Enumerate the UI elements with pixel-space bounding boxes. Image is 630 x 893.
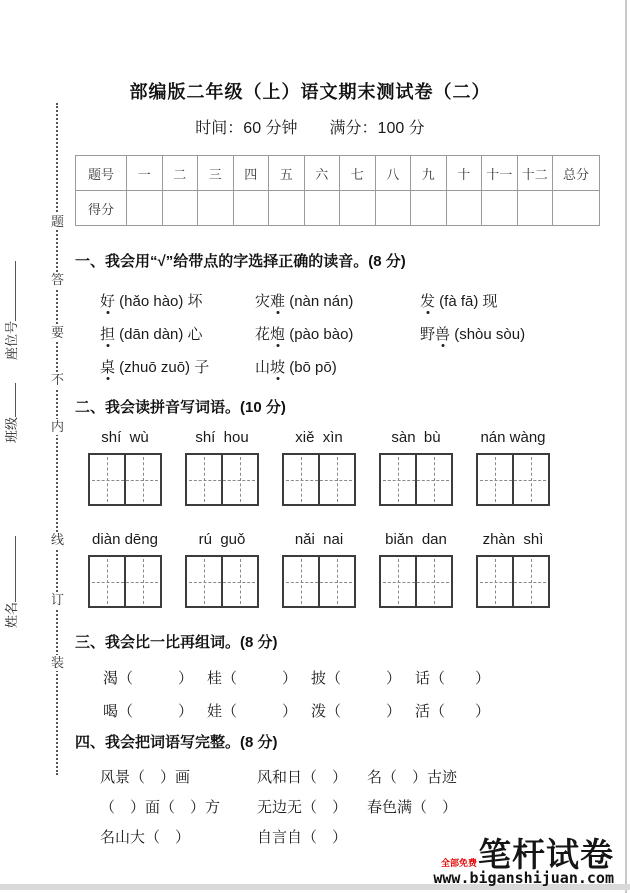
complete-word-item: （ ）面（ ）方 (100, 798, 221, 816)
binding-line-char: 不 (50, 372, 64, 387)
writing-grid (379, 555, 453, 608)
score-table-question-col: 五 (269, 156, 305, 191)
writing-grid (282, 555, 356, 608)
score-empty-cell (269, 191, 305, 226)
writing-grid-cell (284, 455, 318, 504)
section-2-items (75, 428, 608, 608)
margin-field-label: 座位号 (4, 320, 19, 360)
binding-line-char: 内 (50, 419, 64, 434)
phrase-text: (shòu sòu) (450, 326, 526, 343)
section-4-heading: 四、我会把词语写完整。(8 分) (75, 734, 278, 751)
compare-word-item: 喝（ ） (103, 703, 194, 720)
writing-grid-cell (124, 455, 160, 504)
complete-word-item: 自言自（ ） (257, 828, 348, 846)
score-table (75, 155, 600, 226)
margin-field-class (2, 383, 20, 443)
score-table-question-col: 十 (446, 156, 482, 191)
margin-field-name (2, 536, 20, 628)
dotted-char: 兽 (435, 323, 450, 344)
reading-choice-item (100, 356, 255, 377)
writing-grid-cell (318, 455, 354, 504)
margin-field-label: 班级 (4, 416, 19, 443)
complete-word-row (75, 791, 608, 821)
complete-word-item: 风和日（ ） (257, 768, 348, 786)
reading-choice-item (420, 323, 608, 344)
phrase-text: 花 (255, 326, 271, 343)
score-empty-cell (553, 191, 600, 226)
writing-grid-cell (478, 455, 512, 504)
complete-word-item: 风景（ ）画 (100, 768, 191, 786)
score-table-question-col: 九 (411, 156, 447, 191)
score-table-question-col: 六 (304, 156, 340, 191)
pinyin-word-block (185, 428, 259, 506)
pinyin-label: nán wàng (480, 429, 546, 446)
watermark-logo (433, 838, 614, 887)
writing-grid-cell (187, 557, 221, 606)
writing-grid-cell (478, 557, 512, 606)
pinyin-word-row (88, 428, 608, 506)
score-table-question-col: 十二 (517, 156, 553, 191)
score-empty-cell (162, 191, 198, 226)
writing-grid-cell (415, 455, 451, 504)
score-table-score-row (76, 191, 600, 226)
phrase-text: 野 (420, 326, 436, 343)
score-row-label: 得分 (76, 191, 127, 226)
score-table-header-row (76, 156, 600, 191)
pinyin-word-block (88, 530, 162, 608)
binding-line-char: 要 (50, 325, 64, 340)
section-pinyin-writing (75, 398, 608, 608)
score-empty-cell (304, 191, 340, 226)
pinyin-word-block (476, 428, 550, 506)
section-3-heading: 三、我会比一比再组词。(8 分) (75, 634, 278, 651)
writing-grid-cell (221, 455, 257, 504)
dotted-char: 好 (100, 290, 115, 311)
pinyin-word-block (379, 530, 453, 608)
section-1-heading: 一、我会用“√”给带点的字选择正确的读音。(8 分) (75, 253, 406, 270)
section-3-items (75, 661, 608, 727)
reading-choice-row (75, 317, 608, 350)
margin-field-label: 姓名 (4, 601, 19, 628)
compare-word-row (75, 661, 608, 694)
pinyin-label: shí hou (195, 429, 249, 446)
writing-grid-cell (318, 557, 354, 606)
logo-brand: 笔杆试卷 (478, 836, 614, 873)
writing-grid-cell (415, 557, 451, 606)
reading-choice-row (75, 284, 608, 317)
pinyin-word-block (476, 530, 550, 608)
writing-grid-cell (187, 455, 221, 504)
compare-word-item: 桂（ ） (207, 670, 298, 687)
score-empty-cell (233, 191, 269, 226)
compare-word-item: 话（ ） (415, 670, 491, 687)
score-table-question-col: 一 (127, 156, 163, 191)
binding-line-char: 订 (50, 592, 64, 607)
phrase-text: 山 (255, 359, 271, 376)
score-empty-cell (375, 191, 411, 226)
pinyin-word-row (88, 530, 608, 608)
pinyin-word-block (185, 530, 259, 608)
section-complete-words (75, 733, 608, 851)
complete-word-item: 名山大（ ） (100, 828, 191, 846)
writing-grid-cell (124, 557, 160, 606)
section-2-heading: 二、我会读拼音写词语。(10 分) (75, 399, 286, 416)
compare-word-item: 活（ ） (415, 703, 491, 720)
pinyin-label: xiě xìn (295, 429, 343, 446)
pinyin-label: shí wù (101, 429, 149, 446)
writing-grid (88, 555, 162, 608)
score-table-question-col: 十一 (482, 156, 518, 191)
pinyin-label: rú guǒ (198, 531, 246, 548)
complete-word-item: 春色满（ ） (367, 798, 458, 816)
binding-line-char: 题 (50, 214, 64, 229)
score-empty-cell (198, 191, 234, 226)
reading-choice-row (75, 350, 608, 383)
paper-subtitle: 时间：60 分钟 满分：100 分 (195, 120, 425, 137)
reading-choice-item (420, 290, 608, 311)
writing-grid (379, 453, 453, 506)
dotted-char: 担 (100, 323, 115, 344)
dotted-char: 桌 (100, 356, 115, 377)
paper-title: 部编版二年级（上）语文期末测试卷（二） (129, 82, 491, 102)
compare-word-item: 渴（ ） (103, 670, 194, 687)
score-empty-cell (517, 191, 553, 226)
writing-grid (476, 453, 550, 506)
compare-word-item: 泼（ ） (311, 703, 402, 720)
score-table-question-col: 二 (162, 156, 198, 191)
pinyin-label: zhàn shì (482, 531, 544, 548)
pinyin-word-block (88, 428, 162, 506)
dotted-char: 炮 (270, 323, 285, 344)
score-table-question-col: 四 (233, 156, 269, 191)
compare-word-item: 娃（ ） (207, 703, 298, 720)
score-table-question-col: 七 (340, 156, 376, 191)
complete-word-row (75, 761, 608, 791)
writing-grid (185, 555, 259, 608)
complete-word-item: 无边无（ ） (257, 798, 348, 816)
writing-grid (476, 555, 550, 608)
section-compare-words (75, 633, 608, 727)
pinyin-word-block (379, 428, 453, 506)
reading-choice-item (255, 323, 420, 344)
writing-grid (185, 453, 259, 506)
margin-field-blank (2, 383, 16, 417)
pinyin-word-block (282, 428, 356, 506)
writing-grid-cell (221, 557, 257, 606)
pinyin-label: nǎi nai (294, 531, 344, 548)
phrase-text: (fà fā) 现 (435, 293, 498, 310)
pinyin-label: sàn bù (391, 429, 441, 446)
score-table-question-col: 总分 (553, 156, 600, 191)
reading-choice-item (100, 323, 255, 344)
writing-grid-cell (284, 557, 318, 606)
phrase-text: (zhuō zuō) 子 (115, 359, 210, 376)
score-empty-cell (127, 191, 163, 226)
dotted-char: 难 (270, 290, 285, 311)
score-table-question-col: 三 (198, 156, 234, 191)
writing-grid (282, 453, 356, 506)
binding-line-char: 线 (50, 532, 64, 547)
writing-grid-cell (90, 455, 124, 504)
writing-grid-cell (90, 557, 124, 606)
dotted-char: 发 (420, 290, 435, 311)
logo-url: www.biganshijuan.com (433, 869, 614, 887)
margin-field-seat-number (2, 261, 20, 360)
compare-word-item: 披（ ） (311, 670, 402, 687)
phrase-text: (bō pō) (285, 359, 337, 376)
dotted-char: 坡 (270, 356, 285, 377)
page-right-edge (625, 0, 627, 893)
complete-word-item: 名（ ）古迹 (367, 768, 458, 786)
writing-grid (88, 453, 162, 506)
reading-choice-item (100, 290, 255, 311)
pinyin-label: biǎn dan (385, 531, 447, 548)
binding-line-char: 装 (50, 655, 64, 670)
section-1-items (75, 284, 608, 383)
reading-choice-item (255, 356, 420, 377)
writing-grid-cell (381, 557, 415, 606)
phrase-text: (hǎo hào) 坏 (115, 293, 203, 310)
binding-line (50, 103, 64, 775)
pinyin-word-block (282, 530, 356, 608)
section-reading-choice (75, 252, 608, 383)
writing-grid-cell (512, 557, 548, 606)
score-table-corner: 题号 (76, 156, 127, 191)
pinyin-label: diàn dēng (92, 531, 158, 548)
phrase-text: 灾 (255, 293, 271, 310)
phrase-text: (nàn nán) (285, 293, 354, 310)
margin-field-blank (2, 261, 16, 321)
writing-grid-cell (381, 455, 415, 504)
score-empty-cell (482, 191, 518, 226)
binding-line-char: 答 (50, 272, 64, 287)
reading-choice-item (255, 290, 420, 311)
phrase-text: (pào bào) (285, 326, 354, 343)
writing-grid-cell (512, 455, 548, 504)
logo-tagline: 全部免费 (440, 858, 477, 868)
phrase-text: (dān dàn) 心 (115, 326, 203, 343)
compare-word-row (75, 694, 608, 727)
score-empty-cell (340, 191, 376, 226)
margin-field-blank (2, 536, 16, 602)
score-table-question-col: 八 (375, 156, 411, 191)
score-empty-cell (411, 191, 447, 226)
score-empty-cell (446, 191, 482, 226)
